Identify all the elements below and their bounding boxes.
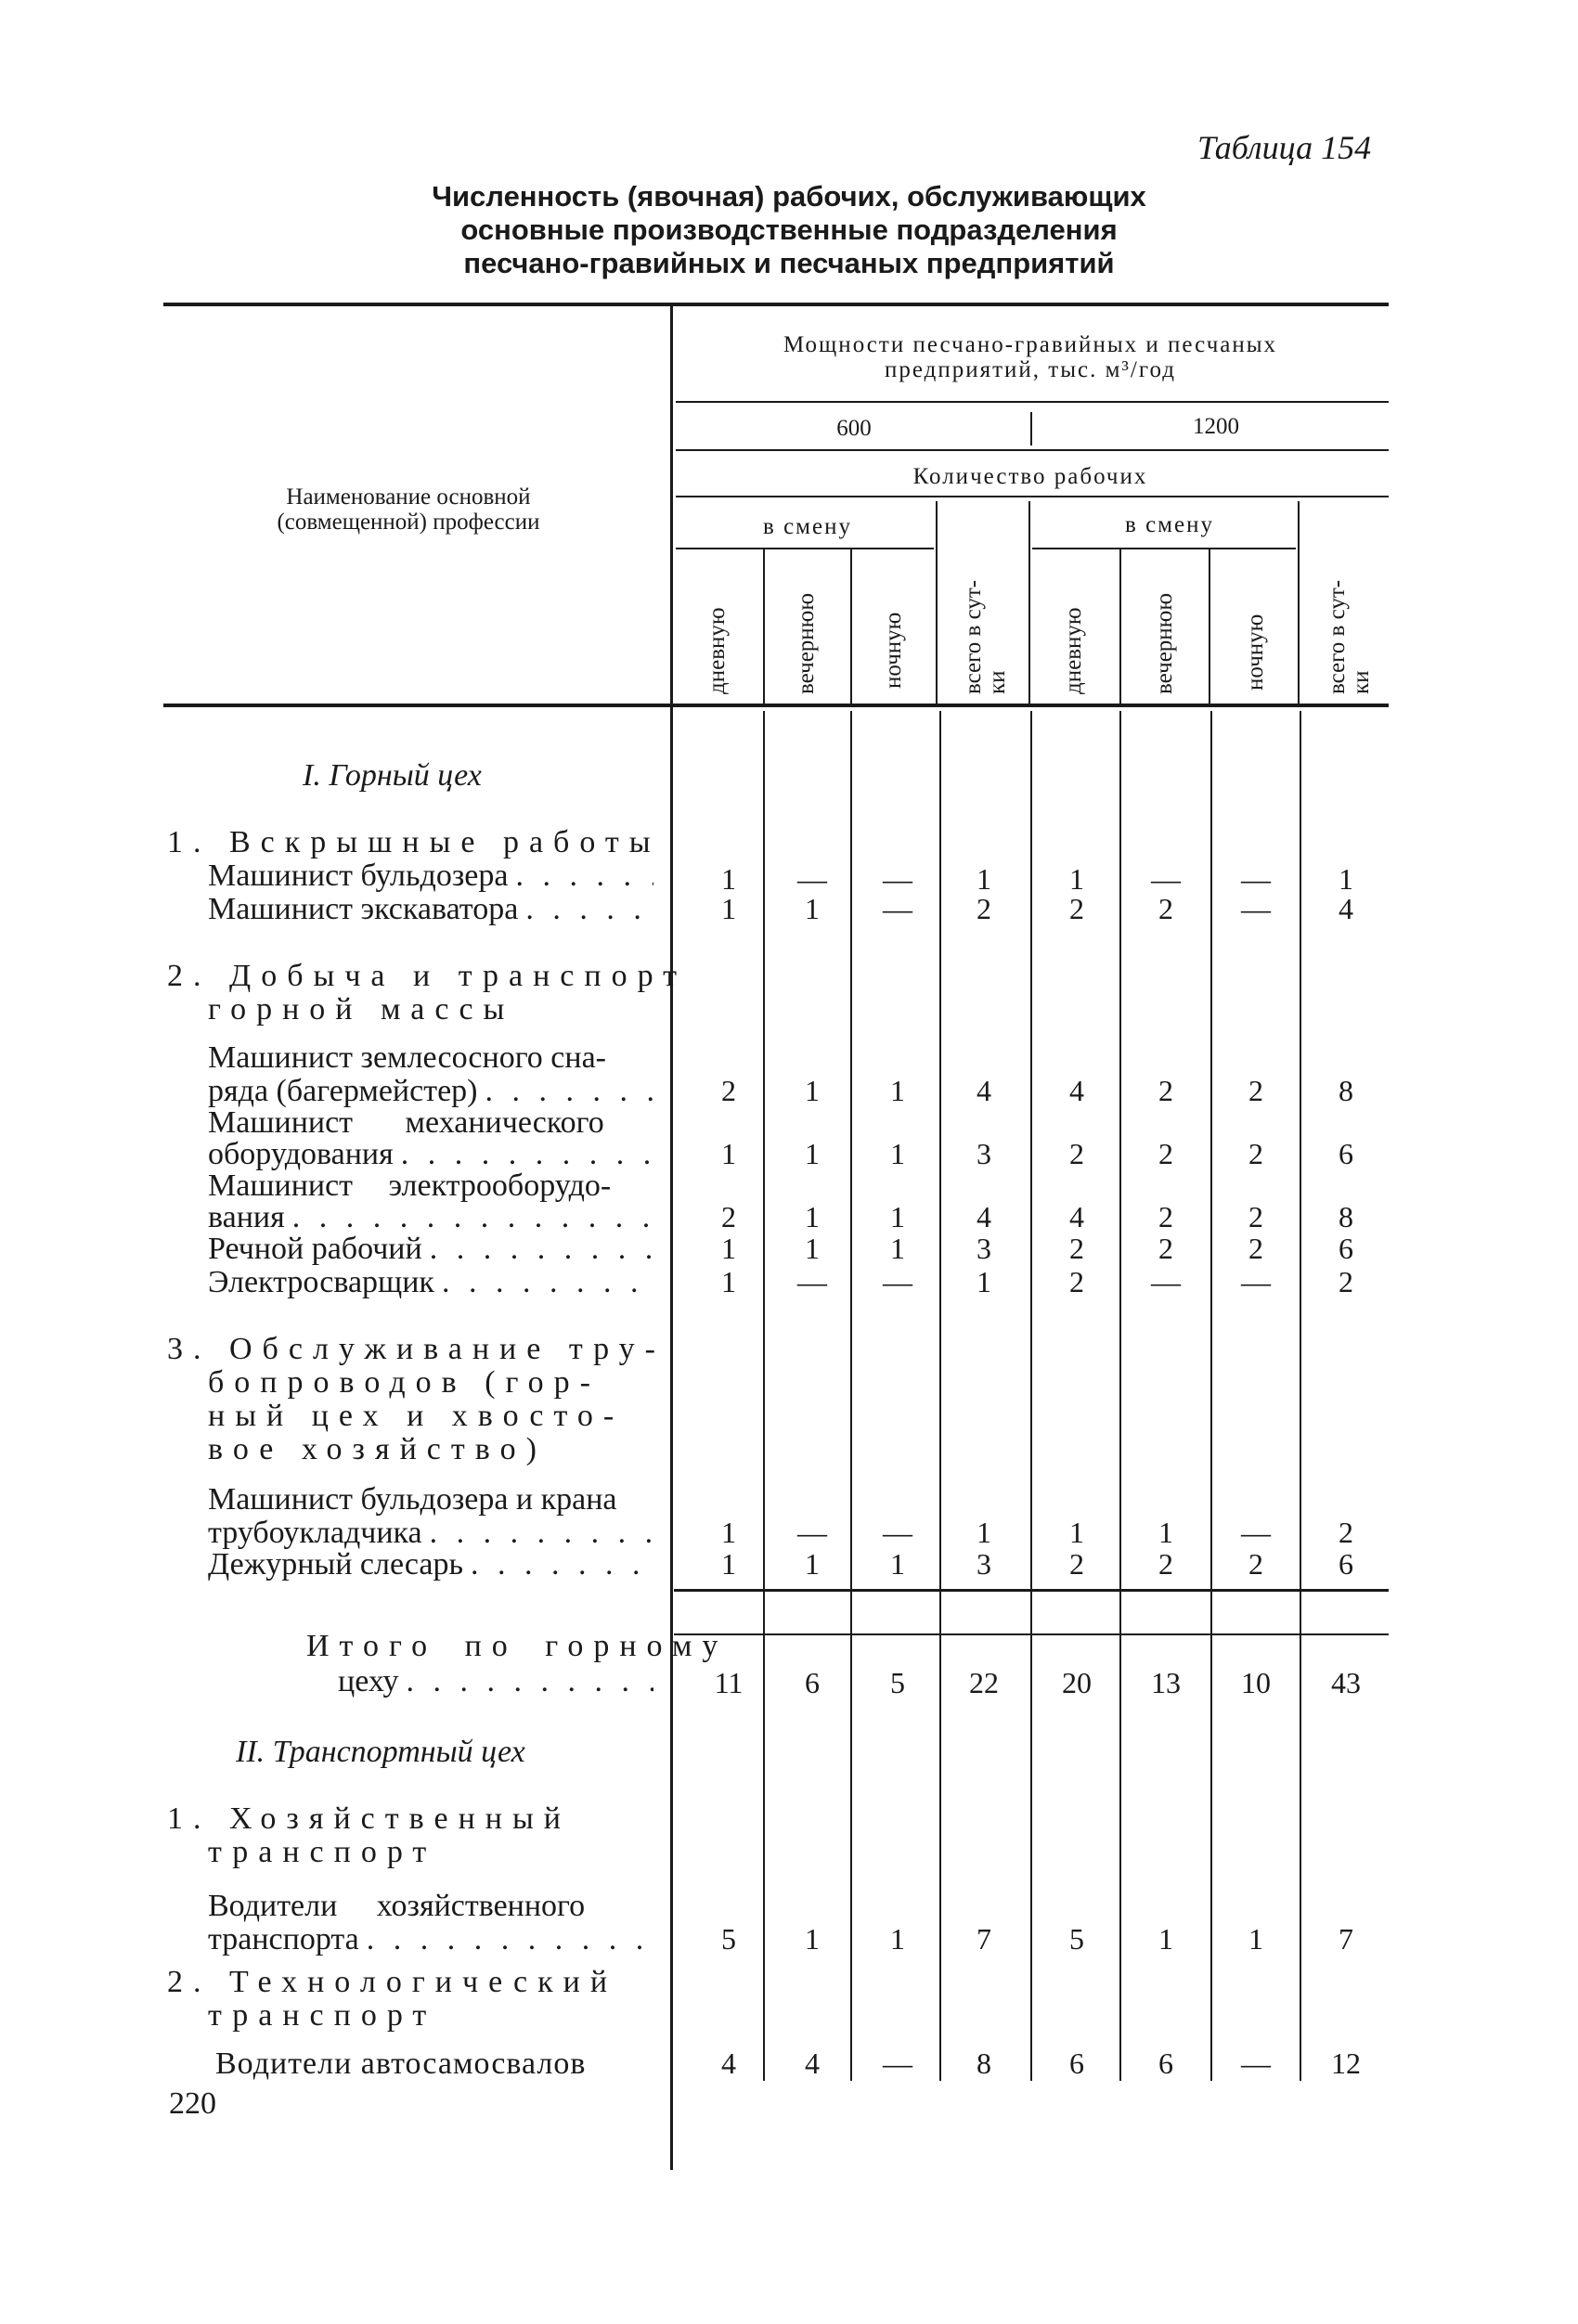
group-mining-transport-2: горной массы	[208, 992, 515, 1026]
table-cell: 5	[1069, 1922, 1084, 1956]
rule-cap-split	[1030, 412, 1032, 445]
table-cell: 1	[805, 1200, 820, 1233]
table-cell: —	[797, 1516, 827, 1549]
col-day-600: дневную	[705, 607, 730, 694]
rule-col	[939, 711, 941, 2081]
row-label: транспорта . . .	[208, 1923, 653, 1956]
table-cell: 2	[1248, 1137, 1263, 1170]
table-cell: 6	[805, 1666, 820, 1699]
table-cell: 1	[890, 1074, 905, 1107]
group-pipelines-4: вое хозяйство)	[208, 1432, 547, 1466]
row-label: Электросварщик . . .	[208, 1266, 653, 1299]
table-cell: 3	[977, 1547, 991, 1581]
row-label: Машинист механического	[208, 1105, 604, 1140]
col-night-600: ночную	[881, 612, 906, 689]
table-cell: 2	[1069, 1547, 1084, 1581]
table-cell: —	[1151, 1265, 1181, 1298]
table-number: Таблица 154	[1197, 129, 1372, 166]
section-transport: II. Транспортный цех	[236, 1735, 525, 1769]
table-cell: 8	[977, 2046, 991, 2080]
rule-col	[1210, 711, 1212, 2081]
total-label: Итого по горному	[306, 1629, 729, 1663]
table-cell: 1	[1248, 1922, 1263, 1956]
table-cell: —	[883, 1265, 912, 1298]
table-cell: 3	[977, 1232, 991, 1265]
table-cell: —	[883, 2046, 912, 2080]
table-cell: 4	[1339, 892, 1353, 925]
row-label: Водители хозяйственного	[208, 1889, 586, 1923]
table-cell: 12	[1331, 2046, 1361, 2080]
capacity-header: Мощности песчано-гравийных и песчаных предприятий, тыс. м³/год	[783, 332, 1278, 382]
table-cell: —	[1241, 1265, 1271, 1298]
row-label: Машинист бульдозера . . .	[208, 859, 653, 893]
group-utility-transport: 1. Хозяйственный	[167, 1801, 572, 1836]
rule-shift-1	[676, 548, 934, 549]
table-cell: 1	[890, 1232, 905, 1265]
table-cell: 1	[805, 1137, 820, 1170]
table-cell: 2	[1158, 892, 1173, 925]
table-cell: 2	[1069, 1265, 1084, 1298]
table-cell: 5	[721, 1922, 736, 1956]
rule-workers	[676, 496, 1389, 497]
rule-col	[1298, 501, 1300, 704]
total-label-2: цеху . . .	[338, 1665, 653, 1698]
table-cell: 4	[977, 1200, 991, 1233]
profession-header: Наименование основной (совмещенной) профессии	[277, 484, 540, 535]
rule-col	[763, 549, 765, 704]
table-cell: 20	[1062, 1666, 1092, 1699]
table-cell: 22	[969, 1666, 999, 1699]
row-label: Машинист бульдозера и крана	[208, 1482, 617, 1517]
table-cell: 6	[1339, 1232, 1353, 1265]
rule-col	[1119, 711, 1121, 2081]
table-cell: 3	[977, 1137, 991, 1170]
table-cell: 1	[1339, 862, 1353, 896]
workers-header: Количество рабочих	[912, 464, 1148, 489]
col-day-1200: дневную	[1061, 607, 1086, 694]
cap-1200: 1200	[1193, 414, 1239, 439]
col-total-1200: всего в сут- ки	[1325, 579, 1374, 694]
rule-col	[1300, 711, 1301, 2081]
per-shift-600: в смену	[763, 514, 852, 539]
table-cell: 2	[1339, 1516, 1353, 1549]
row-label: трубоукладчика . . .	[208, 1517, 653, 1550]
col-evening-1200: вечернюю	[1152, 592, 1177, 694]
rule-col	[763, 711, 765, 2081]
group-pipelines-2: бопроводов (гор-	[208, 1365, 601, 1400]
rule-shift-2	[1032, 548, 1296, 549]
table-cell: —	[883, 862, 912, 896]
table-cell: 6	[1158, 2046, 1173, 2080]
table-cell: 1	[721, 1516, 736, 1549]
table-cell: 2	[721, 1200, 736, 1233]
rule-600	[676, 449, 1389, 451]
group-stripping: 1. Вскрышные работы	[167, 825, 661, 859]
table-cell: 2	[1248, 1200, 1263, 1233]
table-cell: 2	[1069, 1232, 1084, 1265]
rule-col	[850, 549, 852, 704]
table-cell: 2	[1248, 1074, 1263, 1107]
rule-header-bottom	[163, 704, 1389, 707]
table-cell: 1	[977, 1265, 991, 1298]
table-cell: 2	[1069, 1137, 1084, 1170]
group-mining-transport: 2. Добыча и транспорт	[167, 959, 687, 993]
table-cell: 1	[721, 892, 736, 925]
table-cell: 1	[1158, 1516, 1173, 1549]
rule-col	[1209, 549, 1210, 704]
rule-col	[936, 501, 938, 704]
section-mining: I. Горный цех	[303, 758, 482, 793]
table-cell: 1	[1069, 1516, 1084, 1549]
table-cell: —	[1241, 892, 1271, 925]
table-cell: —	[797, 1265, 827, 1298]
row-label: оборудования . . .	[208, 1138, 653, 1171]
table-cell: 2	[1158, 1200, 1173, 1233]
table-cell: 1	[1158, 1922, 1173, 1956]
table-cell: —	[1241, 1516, 1271, 1549]
group-tech-transport-2: транспорт	[208, 1998, 437, 2033]
col-night-1200: ночную	[1243, 613, 1268, 691]
rule-top	[163, 303, 1389, 306]
table-cell: 4	[1069, 1200, 1084, 1233]
row-label: Машинист электрооборудо-	[208, 1168, 612, 1203]
page-number: 220	[169, 2086, 216, 2121]
table-cell: 1	[890, 1137, 905, 1170]
table-cell: 2	[1248, 1547, 1263, 1581]
table-cell: —	[797, 862, 827, 896]
row-label: ряда (багермейстер) . . .	[208, 1075, 653, 1108]
table-cell: 2	[1158, 1074, 1173, 1107]
table-cell: 1	[805, 892, 820, 925]
rule-col	[850, 711, 852, 2081]
table-cell: 4	[721, 2046, 736, 2080]
row-label: Машинист землесосного сна-	[208, 1040, 607, 1075]
table-cell: 2	[1158, 1137, 1173, 1170]
table-cell: 1	[721, 1232, 736, 1265]
table-cell: 1	[805, 1074, 820, 1107]
row-label: Водители автосамосвалов	[215, 2046, 587, 2081]
table-cell: —	[883, 892, 912, 925]
table-cell: 2	[977, 892, 991, 925]
table-cell: 1	[1069, 862, 1084, 896]
row-label: Речной рабочий . . .	[208, 1233, 653, 1266]
table-cell: 2	[1069, 892, 1084, 925]
rule-stub	[670, 304, 673, 2170]
col-evening-600: вечернюю	[794, 592, 819, 694]
table-cell: 2	[1158, 1547, 1173, 1581]
table-cell: 10	[1241, 1666, 1271, 1699]
table-cell: 11	[714, 1666, 744, 1699]
table-cell: 4	[977, 1074, 991, 1107]
table-cell: 2	[1339, 1265, 1353, 1298]
table-cell: 5	[890, 1666, 905, 1699]
table-cell: 1	[805, 1922, 820, 1956]
table-cell: 43	[1331, 1666, 1361, 1699]
table-cell: —	[883, 1516, 912, 1549]
table-cell: 1	[721, 1137, 736, 1170]
table-cell: 1	[805, 1547, 820, 1581]
table-cell: 6	[1339, 1547, 1353, 1581]
group-pipelines-3: ный цех и хвосто-	[208, 1399, 625, 1433]
rule-col	[1119, 549, 1121, 704]
table-cell: 1	[977, 862, 991, 896]
table-cell: 13	[1151, 1666, 1181, 1699]
table-cell: 2	[1248, 1232, 1263, 1265]
row-label: Машинист экскаватора . . .	[208, 893, 653, 926]
cap-600: 600	[836, 416, 872, 441]
table-cell: 1	[721, 1547, 736, 1581]
table-cell: 2	[721, 1074, 736, 1107]
row-label: Дежурный слесарь . . .	[208, 1548, 653, 1582]
rule-cap	[676, 401, 1389, 403]
table-cell: 8	[1339, 1200, 1353, 1233]
table-cell: —	[1241, 862, 1271, 896]
table-cell: 1	[721, 1265, 736, 1298]
col-total-600: всего в сут- ки	[961, 579, 1010, 694]
table-cell: 4	[1069, 1074, 1084, 1107]
rule-col	[1028, 501, 1030, 704]
group-tech-transport: 2. Технологический	[167, 1965, 618, 1999]
per-shift-1200: в смену	[1125, 512, 1214, 537]
group-pipelines: 3. Обслуживание тру-	[167, 1332, 666, 1366]
table-cell: 1	[805, 1232, 820, 1265]
table-cell: 7	[977, 1922, 991, 1956]
table-cell: 1	[721, 862, 736, 896]
table-cell: 7	[1339, 1922, 1353, 1956]
table-title: Численность (явочная) рабочих, обслуживающих основные производственные подразделения песчано-гравийных и песчаных предприятий	[432, 180, 1146, 279]
table-cell: 1	[890, 1547, 905, 1581]
table-cell: —	[1151, 862, 1181, 896]
rule-col	[1030, 711, 1032, 2081]
table-cell: —	[1241, 2046, 1271, 2080]
table-cell: 2	[1158, 1232, 1173, 1265]
table-cell: 1	[890, 1922, 905, 1956]
table-cell: 4	[805, 2046, 820, 2080]
group-utility-transport-2: транспорт	[208, 1835, 437, 1869]
table-cell: 6	[1069, 2046, 1084, 2080]
row-label: вания . . .	[208, 1201, 653, 1234]
table-cell: 1	[890, 1200, 905, 1233]
table-cell: 8	[1339, 1074, 1353, 1107]
table-cell: 6	[1339, 1137, 1353, 1170]
table-cell: 1	[977, 1516, 991, 1549]
